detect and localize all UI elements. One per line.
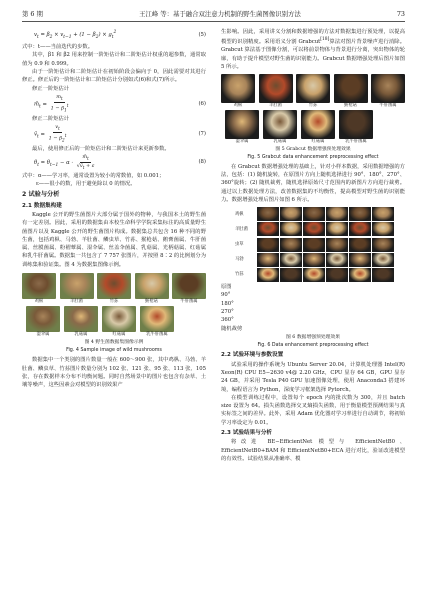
fig6-cell [280,253,302,267]
fig6-cell [372,268,394,282]
figure-5-caption-en: Fig. 5 Grabcut data enhancement preprocessing effect [247,155,379,161]
fig4-thumb-image [22,273,56,299]
fig5-thumb-image [371,74,405,103]
left-column [22,28,206,390]
fig5-thumb-item [221,74,255,109]
fig6-cell [257,268,279,282]
equation-8-body: $\theta_t = \theta_{t-1} - \alpha$ · $\frac{m̂_t}{√v̂_t + \varepsilon}$ [34,153,95,170]
where-epsilon: ε——很小的数，用于避免除以 0 的情况。 [36,181,136,188]
fig5-thumb-image [221,74,255,103]
fig6-column-label: 360° [221,317,234,324]
fig6-cell [326,207,348,221]
fig6-cell [372,222,394,236]
fig5-thumb-item [334,74,368,109]
fig5-thumb-label: 羊肚菌 [269,103,282,109]
paragraph-grabcut: 生影响。因此，采用讲义分割和数据增强的方法对数据集进行预处理，以提高模型的识别精度。采用语义分割 Grabcut[18]算法对图片背景噪声进行消除。Grabcut 算法基于图像分割，可以将前景物体与背景进行分离，突出物体的轮廓，有助于提升模型对野生菌的识别能力。Grabcut 数据增强处理后图片如图 5 所示。 [221,29,405,70]
fig4-thumb-label: 猴枪菇 [145,299,158,305]
fig4-thumb-image [60,273,94,299]
fig5-thumb-item [225,110,259,145]
fig6-cell [280,222,302,236]
fig6-column-label: 原图 [221,284,232,291]
equation-5-number: (5) [198,32,206,39]
figure-5-row-2 [221,110,405,145]
fig6-row-label: 羊肚菌 [235,227,248,233]
fig6-cell [257,253,279,267]
page-number: 73 [396,9,405,18]
figure-5 [221,74,405,161]
fig4-thumb-label: 乳牛肝菌属 [146,332,168,338]
equation-8 [22,153,206,172]
fig4-thumb-image [140,306,174,332]
label-corrected-first: 修正一阶矩估计 [32,85,70,92]
fig6-cell [303,268,325,282]
fig5-thumb-image [339,110,373,139]
paragraph-augmentation: 在 Grabcut 数据增强处理的基础上，针对小样本数据，采用数据增强的方法，包括：(1) 随机旋转，在原图片方向上随机选择进行 90°、180°、270°、360°旋转；(2) 随机裁剪，随机选择原始尺寸范围内的新图片方向进行裁剪。通过以上数据处理方法，改善数据集的不均衡性，提高模型对野生菌的识别能力。数据增强处理后图片如图 6 所示。 [221,163,405,203]
where-t: 式中：t——当前迭代的步数。 [22,44,93,51]
fig6-column-label: 90° [221,292,231,299]
fig5-thumb-label: 竹荪 [308,103,318,109]
figure-6-grid [257,207,394,282]
fig6-cell [372,238,394,252]
fig5-thumb-item [371,74,405,109]
fig6-column-label: 180° [221,300,234,307]
fig6-cell [349,207,371,221]
figure-6-column-labels [221,283,405,333]
figure-6-caption-cn: 图 6 数据增强预处理效果 [285,334,341,340]
fig6-cell [280,238,302,252]
right-column [221,28,405,463]
fig6-cell [257,222,279,236]
fig4-thumb-image [102,306,136,332]
fig4-thumb-image [97,273,131,299]
fig6-cell [326,238,348,252]
fig6-cell [349,238,371,252]
fig5-thumb-item [259,74,293,109]
fig6-cell [326,222,348,236]
figure-6-row-labels [235,207,257,282]
fig6-cell [349,268,371,282]
fig6-row-label: 鸡枞 [235,212,244,218]
fig4-thumb-item [135,273,169,305]
section-2-1-heading: 2.1 数据集构建 [22,202,62,209]
fig4-thumb-item [64,306,98,338]
figure-6 [221,207,405,349]
label-corrected-second: 修正二阶矩估计 [32,115,70,122]
equation-8-number: (8) [198,159,206,166]
fig6-cell [303,207,325,221]
fig6-cell [372,207,394,221]
fig4-thumb-item [60,273,94,305]
fig4-thumb-item [97,273,131,305]
fig6-row-label: 竹荪 [235,272,244,278]
fig4-thumb-label: 竹荪 [109,299,119,305]
section-2-heading: 2 试验与分析 [22,191,60,199]
fig5-thumb-label: 牛肝菌属 [379,103,397,109]
equation-6 [22,93,206,115]
fig6-column-label: 随机裁剪 [221,325,243,332]
fig6-cell [349,253,371,267]
fig5-thumb-label: 猴枪菇 [344,103,357,109]
fig4-thumb-label: 湿伞属 [36,332,50,338]
fig5-thumb-label: 湿伞属 [235,139,249,145]
figure-5-row-1 [221,74,405,109]
equation-7 [22,123,206,145]
fig5-thumb-label: 鸡枞 [233,103,243,109]
fig6-cell [326,253,348,267]
issue-number: 第 6 期 [22,10,43,18]
paragraph-imbalance: 数据集中一个类别的图片数量一般在 600～900 张，其中鸡枞、马勃、羊肚菌、鳞虫草、竹荪图片数量分别为 102 张、121 张、95 张、113 张、105 张，存在数据样本分布不均衡问题。同时自然场景中的图片也包含有杂草、土壤等噪声，这些因素会对模型的识别效果产 [22,357,206,389]
fig4-thumb-item [22,273,56,305]
fig5-thumb-image [225,110,259,139]
fig4-thumb-label: 鸡枞 [34,299,44,305]
figure-4 [22,273,206,354]
equation-7-body: $v̂_t$ = $\frac{v_t}{1 - \beta_2^t}$ [34,123,67,143]
figure-4-caption-cn: 图 4 野生菌数据集图像示例 [84,340,144,346]
equation-5-body: $v_t = \beta_2 \times v_{t-1} + (1 - \beta_2) \times g_t^2$ [34,30,117,40]
fig6-cell [372,253,394,267]
fig5-thumb-image [263,110,297,139]
fig6-cell [280,268,302,282]
paragraph-training: 在模型训练过程中，设置每个 epoch 内的批次数为 300，并且 batch size 设置为 64。损失函数选择交叉熵损失函数，用于衡量模型预测结果与真实标签之间的差异。此外，采用 Adam 优化器对学习率进行自动调节，将初始学习率设定为 0.01。 [221,394,405,426]
fig6-cell [280,207,302,221]
fig4-thumb-image [26,306,60,332]
fig6-column-label: 270° [221,309,234,316]
section-2-2-heading: 2.2 试验环境与参数设置 [221,352,284,359]
fig5-thumb-item [296,74,330,109]
figure-4-caption-en: Fig. 4 Sample image of wild mushrooms [66,348,162,354]
fig4-thumb-label: 红菇属 [112,332,126,338]
equation-7-number: (7) [198,130,206,137]
fig5-thumb-label: 红菇属 [311,139,325,145]
figure-6-grid-wrap [235,207,405,282]
fig5-thumb-image [259,74,293,103]
fig6-cell [303,253,325,267]
fig6-cell [349,222,371,236]
equation-6-number: (6) [198,100,206,107]
fig5-thumb-image [334,74,368,103]
fig4-thumb-label: 乳菇属 [74,332,88,338]
fig6-cell [257,207,279,221]
figure-4-row-2 [22,306,206,338]
section-2-3-heading: 2.3 试验结果与分析 [221,430,273,436]
fig6-cell [303,222,325,236]
figure-6-caption-en: Fig. 6 Data enhancement preprocessing effect [257,343,369,349]
fig4-thumb-item [102,306,136,338]
equation-5 [22,28,206,43]
fig5-thumb-label: 乳菇属 [273,139,287,145]
fig4-thumb-image [64,306,98,332]
fig5-thumb-item [263,110,297,145]
paragraph-results: 将改进 BE−EfficientNet 模型与 EfficientNetB0、EfficientNetB0+BAM 和 EfficientNetB0+ECA 进行对比，验证改进模型的有效性。试验结果从准确率、模 [221,439,405,462]
fig6-cell [257,238,279,252]
fig4-thumb-label: 羊肚菌 [70,299,83,305]
fig5-thumb-item [339,110,373,145]
paragraph-dataset: Kaggle 公开的野生菌图片大部分属于国外的物种，与我国本土的野生菌有一定差别。因此，采用的数据集由本校生命科学学院采集标注的高质量野生菌图片以及 Kaggle 公开的野生菌图片构成。数据集总共包含 16 种不同的野生菌，包括鸡枞、马勃、羊肚菌、鳞虫草、竹荪、猴枪菇、鹅膏菌属、牛肝菌属、丝膜菌属、粉褶蕈属、湿伞属、丝盖伞菌属、乳菇属、光柄菇属、红菇属和乳牛肝菌属。数据集一共包含了 7 757 张图片，并按照 8∶2 的比例划分为训练集和验证集。图 4 为数据集图像示例。 [22,211,206,268]
paragraph-beta: 其中，β1 和 β2 用来控制一阶矩估计和二阶矩估计权重的超参数，通常取值为 0.9 和 0.999。 [22,52,206,67]
where-alpha: 式中：α——学习率，通常设置为较小的常数值，如 0.001； [22,172,165,179]
fig4-thumb-label: 牛肝菌属 [180,299,198,305]
fig6-cell [303,238,325,252]
running-title: 王江峰 等：基于融合双注意力机制的野生菌图像识别方法 [138,10,301,18]
figure-5-caption-cn: 图 5 Grabcut 数据增强预处理效果 [275,147,351,153]
fig4-thumb-item [140,306,174,338]
fig4-thumb-image [135,273,169,299]
paragraph-environment: 试验采用的操作系统为 Ubuntu Server 20.04，计算机处理器 Intel(R) Xeon(R) CPU E5−2630 v4@ 2.20 GHz，CPU 显存 64 GB，GPU 显存 24 GB，并采用 Tesla P40 GPU 加速图像处理，使用 Anaconda3 搭建环境，编程语言为 Python，深度学习框架选择 Pytorch。 [221,361,405,393]
fig6-cell [326,268,348,282]
paragraph-update: 最后，使用修正后的一阶矩估计和二阶矩估计来更新参数。 [32,145,170,152]
fig4-thumb-image [172,273,206,299]
page-header [22,8,405,22]
fig4-thumb-item [26,306,60,338]
fig6-row-label: 虫草 [235,242,244,248]
paragraph-bias: 由于一阶矩估计和二阶矩估计在初始阶段会偏向于 0，因此需要对其进行修正。修正后的一阶矩估计和二阶矩估计分别如式(6)和式(7)所示。 [22,69,206,84]
fig6-row-label: 马勃 [235,257,244,263]
equation-6-body: $m̂_t$ = $\frac{m_t}{1 - \beta_1^t}$ [34,93,69,113]
fig5-thumb-image [296,74,330,103]
fig4-thumb-item [172,273,206,305]
fig5-thumb-item [301,110,335,145]
fig5-thumb-label: 乳牛肝菌属 [345,139,367,145]
figure-4-row-1 [22,273,206,305]
fig5-thumb-image [301,110,335,139]
